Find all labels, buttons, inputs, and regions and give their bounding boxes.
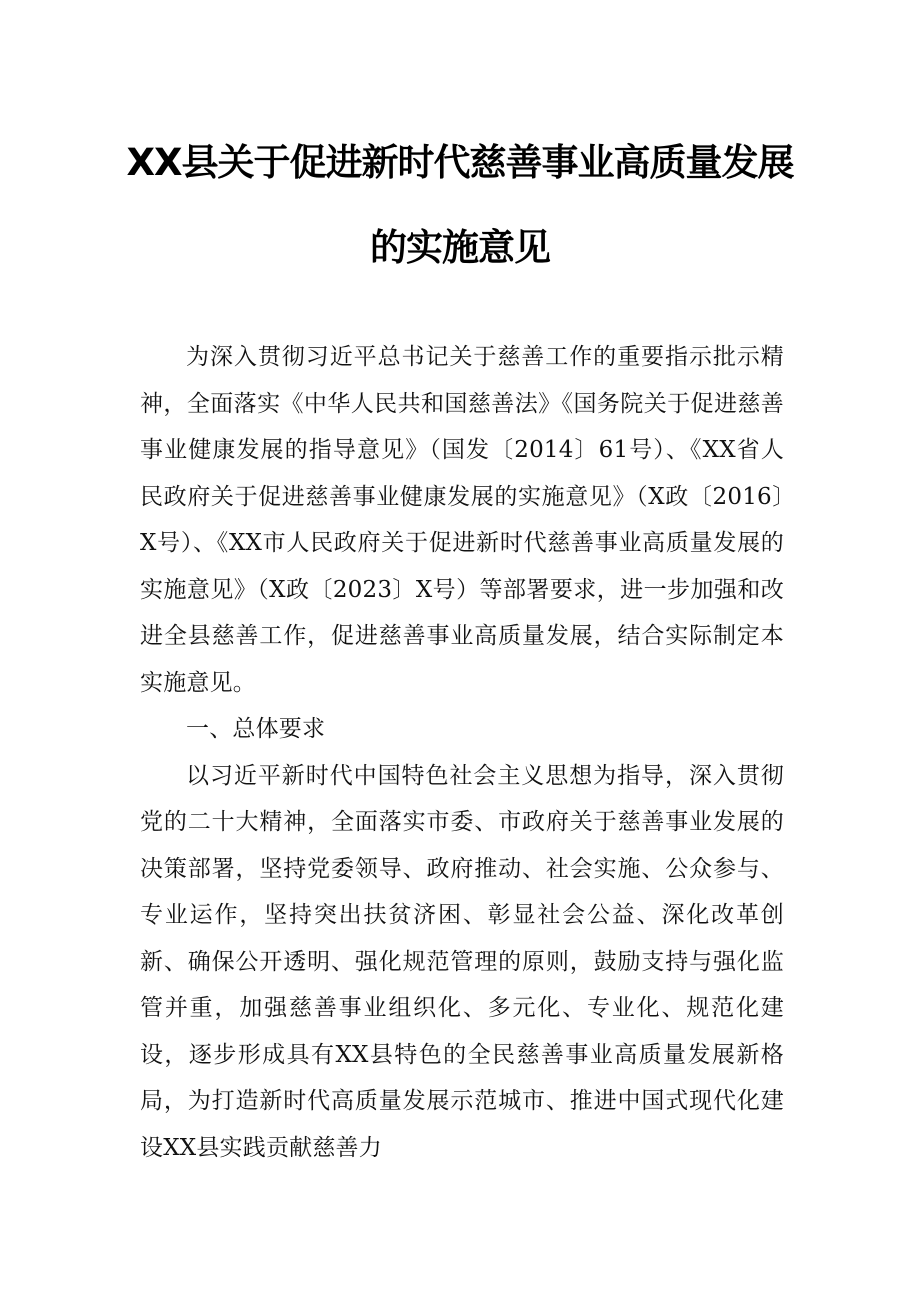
intro-paragraph: 为深入贯彻习近平总书记关于慈善工作的重要指示批示精神，全面落实《中华人民共和国慈善法》《国务院关于促进慈善事业健康发展的指导意见》（国发〔2014〕61号）、《XX省人民政府关于促进慈善事业健康发展的实施意见》（X政〔2016〕X号）、《XX市人民政府关于促进新时代慈善事业高质量发展的实施意见》（X政〔2023〕X号）等部署要求，进一步加强和改进全县慈善工作，促进慈善事业高质量发展，结合实际制定本实施意见。 — [140, 344, 784, 696]
general-requirements-paragraph: 以习近平新时代中国特色社会主义思想为指导，深入贯彻党的二十大精神，全面落实市委、市政府关于慈善事业发展的决策部署，坚持党委领导、政府推动、社会实施、公众参与、专业运作，坚持突出扶贫济困、彰显社会公益、深化改革创新、确保公开透明、强化规范管理的原则，鼓励支持与强化监管并重，加强慈善事业组织化、多元化、专业化、规范化建设，逐步形成具有XX县特色的全民慈善事业高质量发展新格局，为打造新时代高质量发展示范城市、推进中国式现代化建设XX县实践贡献慈善力 — [140, 762, 784, 1161]
document-title-line-2: 的实施意见 — [370, 226, 550, 269]
section-heading-general-requirements: 一、总体要求 — [186, 716, 326, 742]
document-body — [140, 334, 784, 1171]
document-title-line-1: XX县关于促进新时代慈善事业高质量发展 — [126, 141, 794, 184]
